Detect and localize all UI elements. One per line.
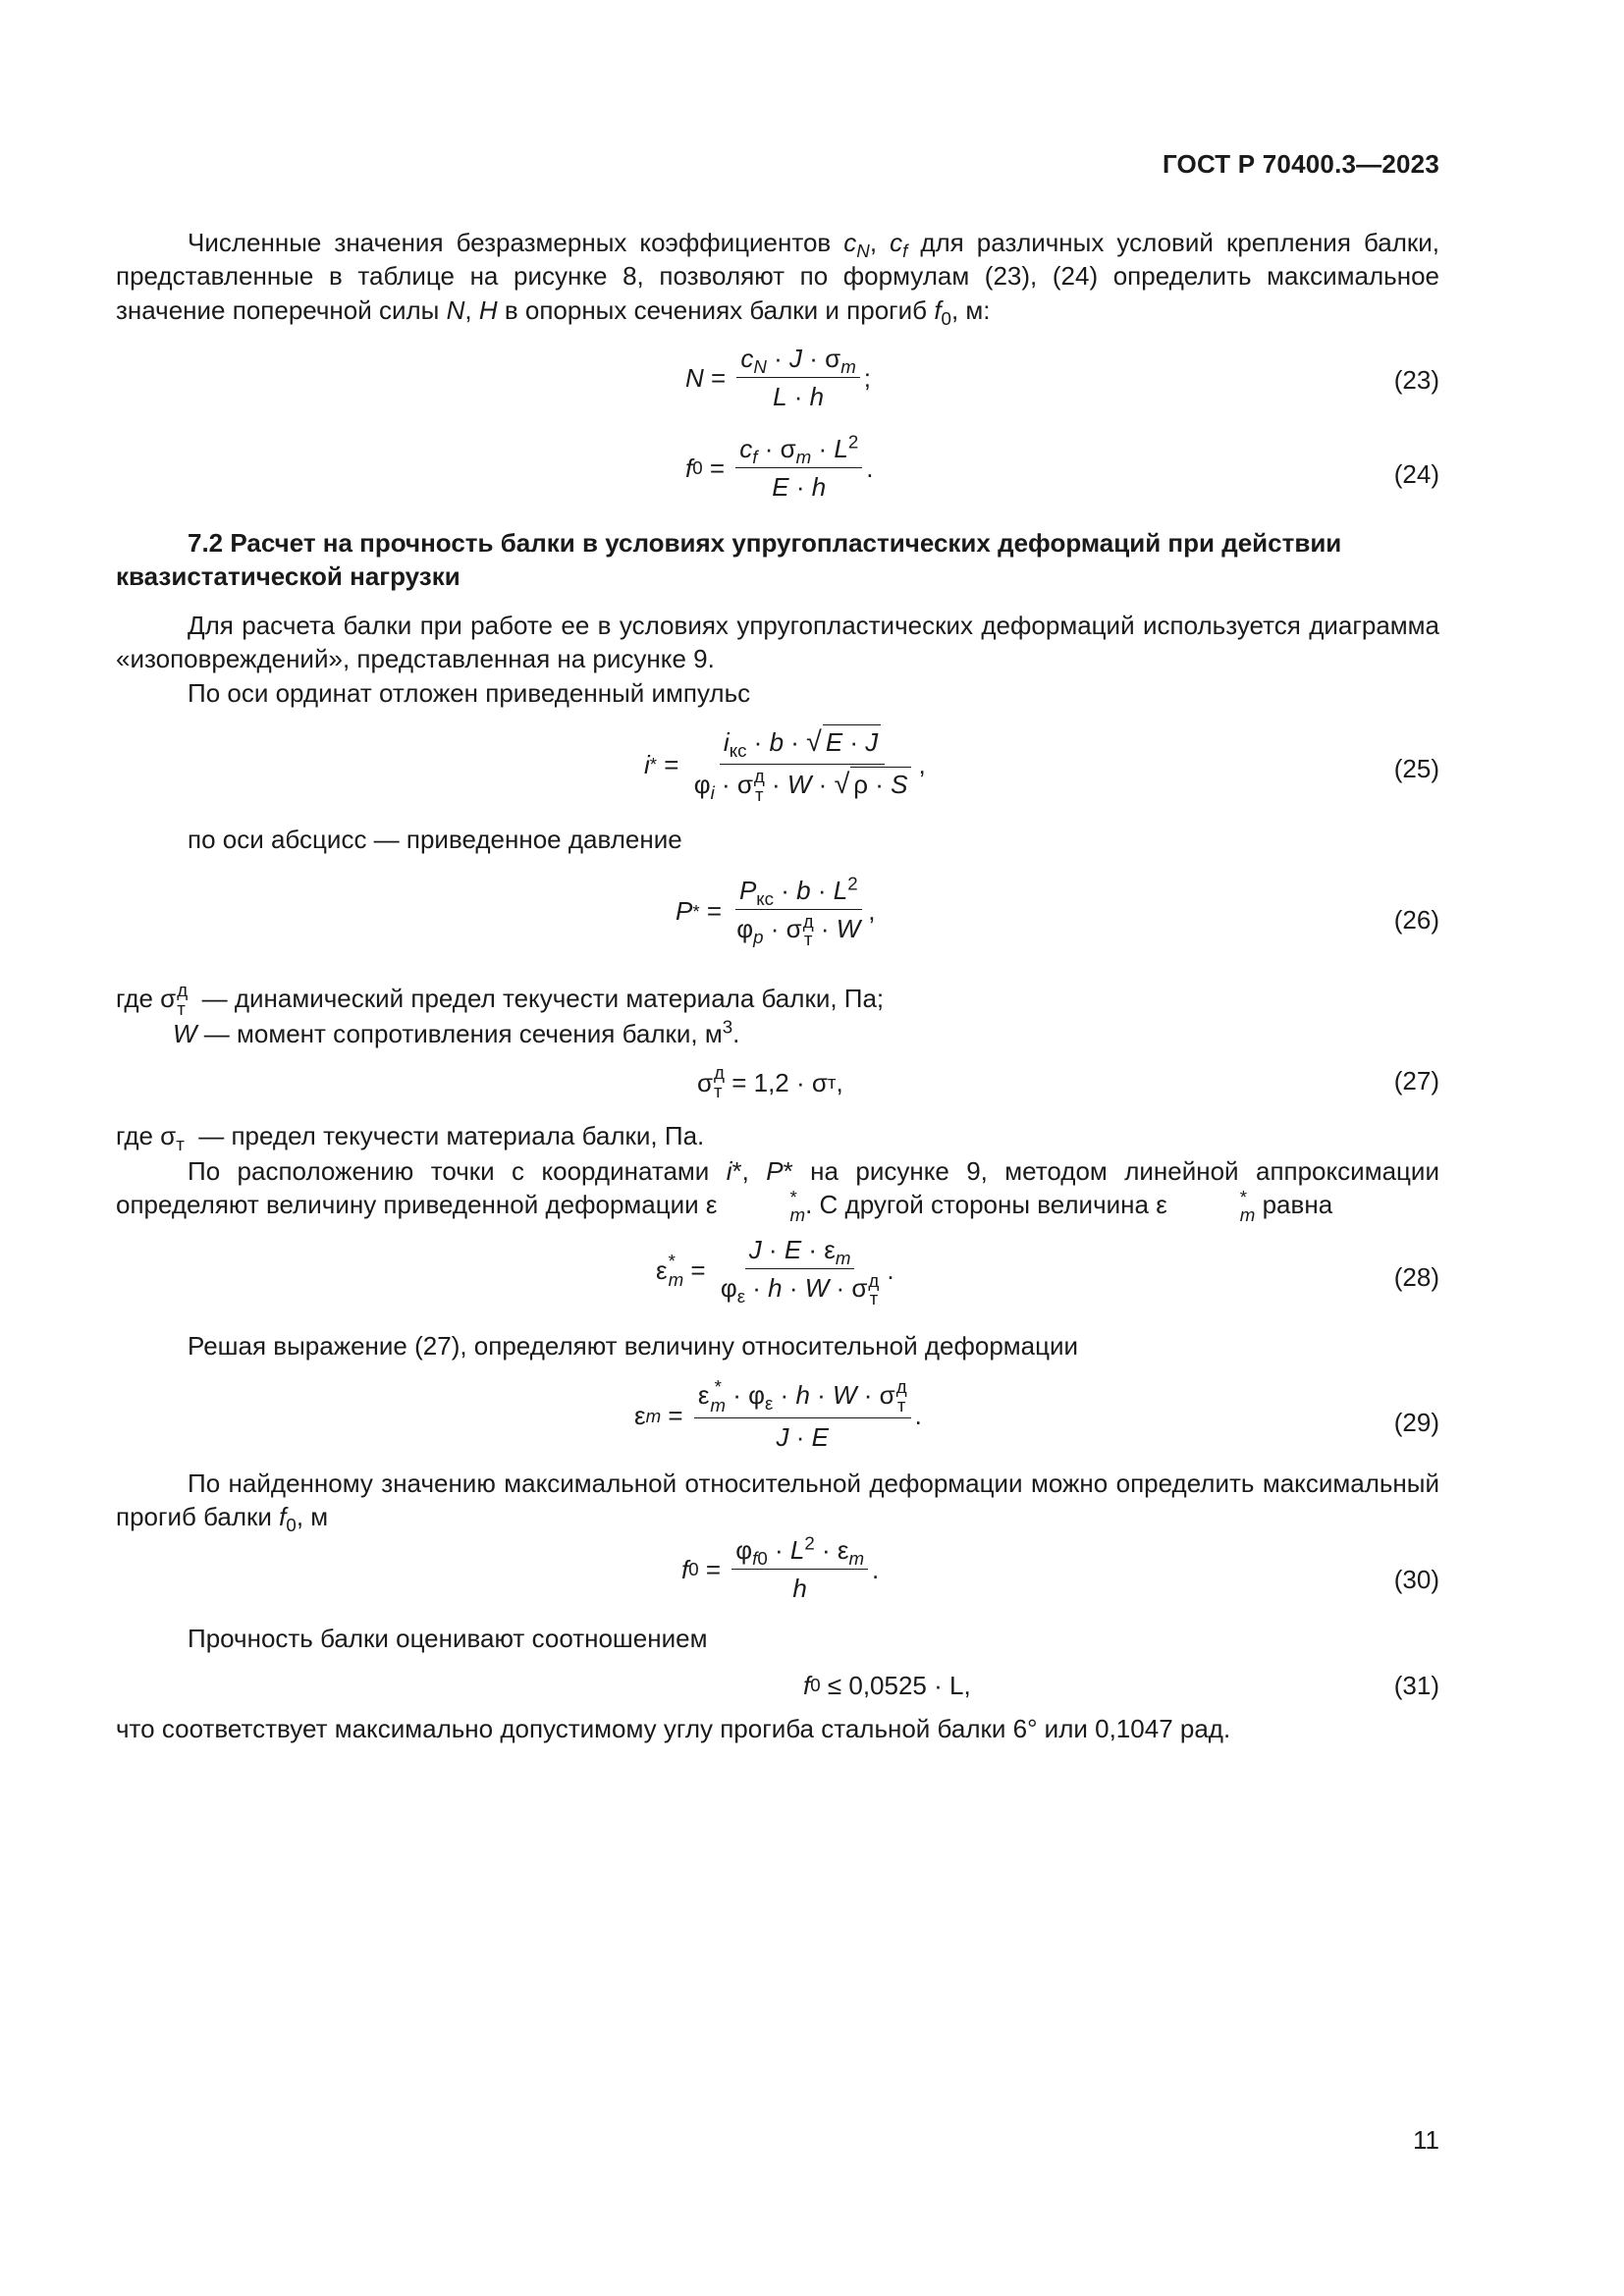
page-number: 11 xyxy=(1413,2125,1439,2155)
paragraph-coefficients: Численные значения безразмерных коэффициентов $c_N$, $c_f$ для различных условий крепления балки, представленные в таблице на рисунке 8, позволяют по формулам (23), (24) определить максимальное значение поперечной силы N, H в опорных сечениях балки и прогиб $f_0$, м: xyxy=(116,228,1440,329)
paragraph-relative-deformation: Решая выражение (27), определяют величину относительной деформации xyxy=(188,1331,1079,1361)
standard-code: ГОСТ Р 70400.3—2023 xyxy=(1162,149,1439,179)
formula-29: ε m = ε * m · $\varphi_\varepsilon \cdot h \cdot W \cdot \sigma$ д т J · E . (29) xyxy=(634,1376,1439,1452)
formula-number: (31) xyxy=(1393,1671,1439,1700)
formula-27: σ д т = 1,2 · σ т , (27) xyxy=(697,1062,1439,1101)
formula-23: N = $\frac{c_N \cdot J \cdot \sigma_m}{L \cdot h}$ ; (23) xyxy=(685,344,1439,412)
formula-30: f 0 = $\frac{\varphi_{f0} \cdot L^2 \cdot \varepsilon_m}{h}$ . (30) xyxy=(681,1532,1439,1604)
section-heading-7-2: 7.2 Расчет на прочность балки в условиях упругопластических деформаций при действии квазистатической нагрузки xyxy=(116,528,1342,592)
definition-yield: где $\sigma_т$ — предел текучести материала балки, Па. xyxy=(116,1121,705,1155)
formula-number: (24) xyxy=(1393,459,1439,489)
paragraph-abscissa: по оси абсцисс — приведенное давление xyxy=(188,825,682,854)
formula-25: i * = $i_{кс} \cdot b$ · √ E · J $\varphi_i \cdot \sigma$ д т · W · √ ρ · S , (25) xyxy=(644,726,1439,805)
formula-number: (26) xyxy=(1393,905,1439,934)
formula-number: (23) xyxy=(1393,365,1439,395)
formula-number: (27) xyxy=(1393,1066,1439,1095)
formula-28: ε * m = $J \cdot E \cdot \varepsilon_m$ $\varphi_\varepsilon \cdot h \cdot W \cdot \sigma$ д т . (28) xyxy=(656,1235,1439,1309)
formula-number: (28) xyxy=(1393,1262,1439,1292)
formula-number: (29) xyxy=(1393,1408,1439,1437)
formula-number: (25) xyxy=(1393,754,1439,783)
paragraph-max-deflection: По найденному значению максимальной относительной деформации можно определить максимальный прогиб балки $f_0$, м xyxy=(116,1468,1439,1536)
definition-section-modulus: W — момент сопротивления сечения балки, $м^3$. xyxy=(173,1016,740,1048)
paragraph-coordinates: По расположению точки с координатами i*, P* на рисунке 9, методом линейной аппроксимации определяют величину приведенной деформации ε * m . С другой стороны величина ε * m равна xyxy=(116,1156,1439,1226)
paragraph-angle: что соответствует максимально допустимому углу прогиба стальной балки 6° или 0,1047 рад. xyxy=(116,1714,1231,1743)
formula-31: f 0 ≤ 0,0525 · L, (31) xyxy=(116,1665,1439,1704)
formula-26: P * = $P_{кс} \cdot b \cdot L^2$ $\varphi_p \cdot \sigma$ д т · W , (26) xyxy=(676,873,1439,950)
paragraph-strength: Прочность балки оценивают соотношением xyxy=(188,1624,708,1653)
formula-number: (30) xyxy=(1393,1565,1439,1594)
paragraph-diagram: Для расчета балки при работе ее в условиях упругопластических деформаций используется диаграмма «изоповреждений», представленная на рисунке 9. По оси ординат отложен приведенный импульс xyxy=(116,611,1439,708)
formula-24: f 0 = $\frac{c_f \cdot \sigma_m \cdot L^2}{E \cdot h}$ . (24) xyxy=(685,431,1439,503)
definition-dynamic-yield: где σ д т — динамический предел текучести материала балки, Па; xyxy=(116,980,885,1020)
